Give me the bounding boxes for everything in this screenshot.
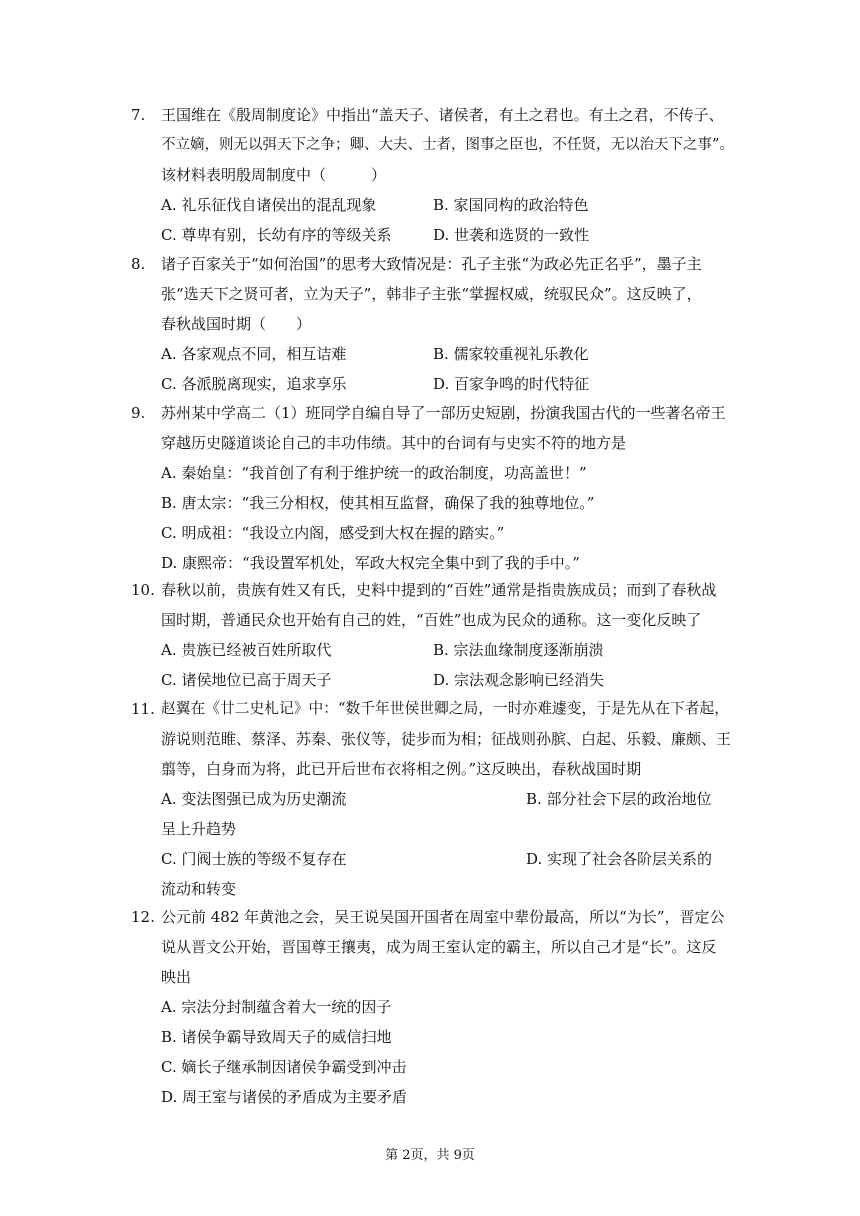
option-a: A. 礼乐征伐自诸侯出的混乱现象 <box>161 196 377 214</box>
option-c: C. 尊卑有别，长幼有序的等级关系 <box>161 226 392 244</box>
page-footer: 第 2页，共 9页 <box>385 1148 475 1163</box>
option-c: C. 诸侯地位已高于周天子 <box>161 671 332 689</box>
option-b-continuation: 呈上升趋势 <box>161 820 237 838</box>
option-d-continuation: 流动和转变 <box>161 880 237 898</box>
option-b: B. 儒家较重视礼乐教化 <box>433 345 589 363</box>
question-text-line: 映出 <box>161 968 192 986</box>
option-a: A. 各家观点不同，相互诘难 <box>161 345 347 363</box>
option-a: A. 变法图强已成为历史潮流 <box>161 790 347 808</box>
option-d: D. 百家争鸣的时代特征 <box>433 375 590 393</box>
question-text-line: 春秋战国时期（ ） <box>161 315 312 333</box>
question-number: 9. <box>131 404 146 422</box>
question-text-line: 张“选天下之贤可者，立为天子”，韩非子主张“掌握权威，统驭民众”。这反映了， <box>161 285 702 303</box>
question-text-line: 不立嫡，则无以弭天下之争；卿、大夫、士者，图事之臣也，不任贤，无以治天下之事”。 <box>161 137 734 153</box>
question-text-line: 春秋以前，贵族有姓又有氏，史料中提到的“百姓”通常是指贵族成员；而到了春秋战 <box>161 581 717 599</box>
question-text-line: 苏州某中学高二（1）班同学自编自导了一部历史短剧，扮演我国古代的一些著名帝王 <box>161 404 726 422</box>
option-d: D. 世袭和选贤的一致性 <box>433 226 590 244</box>
option-d: D. 周王室与诸侯的矛盾成为主要矛盾 <box>161 1088 408 1106</box>
question-text-line: 穿越历史隧道谈论自己的丰功伟绩。其中的台词有与史实不符的地方是 <box>161 434 627 452</box>
option-d: D. 宗法观念影响已经消失 <box>433 671 605 689</box>
question-text-line: 游说则范睢、蔡泽、苏秦、张仪等，徒步而为相；征战则孙膑、白起、乐毅、廉颇、王 <box>161 730 732 748</box>
option-c: C. 嫡长子继承制因诸侯争霸受到冲击 <box>161 1058 407 1076</box>
option-b: B. 家国同构的政治特色 <box>433 196 589 214</box>
question-text-line: 翦等，白身而为将，此已开后世布衣将相之例。”这反映出，春秋战国时期 <box>161 760 642 778</box>
question-text-line: 该材料表明殷周制度中（ ） <box>161 166 387 184</box>
question-number: 7. <box>131 106 146 124</box>
question-text-line: 国时期，普通民众也开始有自己的姓，“百姓”也成为民众的通称。这一变化反映了 <box>161 611 702 629</box>
option-b: B. 宗法血缘制度逐渐崩溃 <box>433 641 604 659</box>
question-number: 8. <box>131 255 146 273</box>
question-text-line: 说从晋文公开始，晋国尊王攘夷，成为周王室认定的霸主，所以自己才是“长”。这反 <box>161 938 717 956</box>
option-d: D. 康熙帝：“我设置军机处，军政大权完全集中到了我的手中。” <box>161 554 580 572</box>
question-text-line: 诸子百家关于“如何治国”的思考大致情况是：孔子主张“为政必先正名乎”，墨子主 <box>161 255 702 273</box>
option-b: B. 唐太宗：“我三分相权，使其相互监督，确保了我的独尊地位。” <box>161 494 595 512</box>
question-text-line: 王国维在《殷周制度论》中指出“盖天子、诸侯者，有土之君也。有土之君，不传子、 <box>161 106 724 124</box>
option-a: A. 秦始皇：“我首创了有利于维护统一的政治制度，功高盖世！” <box>161 464 587 482</box>
option-a: A. 贵族已经被百姓所取代 <box>161 641 332 659</box>
option-b: B. 部分社会下层的政治地位 <box>526 790 712 808</box>
question-text-line: 赵翼在《廿二史札记》中：“数千年世侯世卿之局，一时亦难遽变，于是先从在下者起， <box>161 700 730 717</box>
question-number: 12. <box>131 908 155 926</box>
question-number: 11. <box>131 700 155 718</box>
question-text-line: 公元前 482 年黄池之会，吴王说吴国开国者在周室中辈份最高，所以“为长”，晋定公 <box>161 908 725 926</box>
option-d: D. 实现了社会各阶层关系的 <box>526 850 713 868</box>
question-number: 10. <box>131 581 155 599</box>
option-a: A. 宗法分封制蕴含着大一统的因子 <box>161 998 392 1016</box>
option-b: B. 诸侯争霸导致周天子的威信扫地 <box>161 1028 392 1046</box>
option-c: C. 门阀士族的等级不复存在 <box>161 850 347 868</box>
option-c: C. 明成祖：“我设立内阁，感受到大权在握的踏实。” <box>161 524 505 542</box>
option-c: C. 各派脱离现实，追求享乐 <box>161 375 347 393</box>
